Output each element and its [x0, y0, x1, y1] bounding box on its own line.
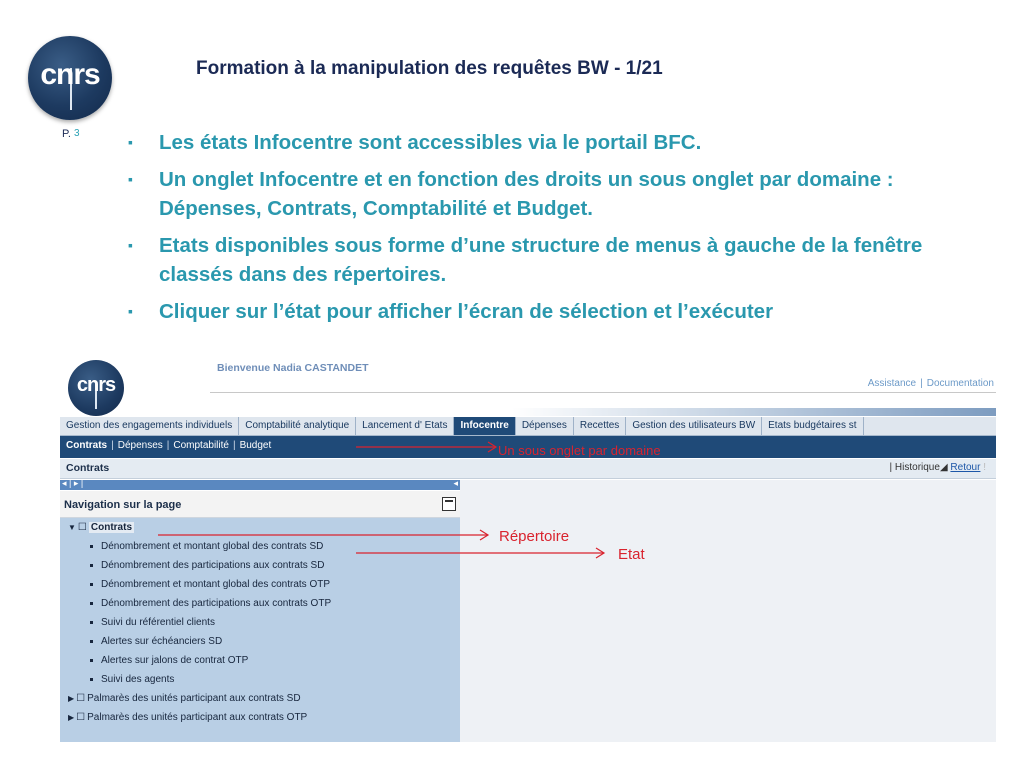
- more-icon[interactable]: !: [983, 462, 986, 473]
- subtab-depenses[interactable]: Dépenses: [117, 440, 163, 451]
- tree-item-label[interactable]: Alertes sur échéanciers SD: [101, 636, 223, 647]
- bullet-item: [128, 297, 968, 326]
- page-number-value: 3: [74, 128, 80, 139]
- folder-label[interactable]: Contrats: [90, 522, 133, 533]
- bullet-text: Cliquer sur l’état pour afficher l’écran de sélection et l’exécuter: [159, 300, 774, 323]
- nav-header: [60, 491, 460, 518]
- breadcrumb: Contrats: [66, 462, 110, 474]
- bullet-item: [128, 231, 968, 289]
- bullet-icon: [90, 640, 93, 643]
- minimize-button[interactable]: [442, 497, 456, 511]
- tab-engagements[interactable]: Gestion des engagements individuels: [60, 417, 239, 435]
- folder-palmares-sd[interactable]: [68, 693, 301, 704]
- cnrs-logo: [28, 36, 112, 120]
- top-links: [868, 378, 994, 389]
- bullet-text: Les états Infocentre sont accessibles via le portail BFC.: [159, 131, 702, 154]
- bullet-marker: ▪: [128, 303, 133, 319]
- tab-depenses[interactable]: Dépenses: [516, 417, 574, 435]
- folder-icon: ☐: [77, 522, 87, 533]
- bullet-icon: [90, 659, 93, 662]
- bullet-marker: ▪: [128, 237, 133, 253]
- breadcrumb-bar: [60, 459, 996, 479]
- bullet-icon: [90, 583, 93, 586]
- subtab-arrow: [356, 441, 506, 453]
- tree-item[interactable]: [90, 674, 174, 685]
- tree-item-label[interactable]: Dénombrement et montant global des contrats SD: [101, 541, 324, 552]
- subtab-separator: |: [111, 440, 114, 451]
- collapsed-arrow-icon[interactable]: ▶: [68, 713, 75, 722]
- subtab-contrats[interactable]: Contrats: [66, 440, 108, 451]
- tree-item[interactable]: [90, 655, 248, 666]
- bullet-item: [128, 165, 968, 223]
- assistance-link[interactable]: Assistance: [867, 378, 917, 389]
- tree-item-label[interactable]: Dénombrement et montant global des contrats OTP: [101, 579, 331, 590]
- link-separator: |: [920, 378, 923, 389]
- documentation-link[interactable]: Documentation: [926, 378, 994, 389]
- subtab-separator: |: [232, 440, 236, 451]
- history-links: [890, 462, 986, 473]
- slide-title: Formation à la manipulation des requêtes BW - 1/21: [196, 58, 663, 79]
- bullet-icon: [90, 602, 93, 605]
- bullet-text: Un onglet Infocentre et en fonction des droits un sous onglet par domaine : Dépenses, Contrats, Comptabilité et Budget.: [159, 168, 894, 220]
- welcome-text: Bienvenue Nadia CASTANDET: [217, 362, 369, 374]
- bullet-icon: [90, 621, 93, 624]
- tree-item-label[interactable]: Dénombrement des participations aux contrats SD: [101, 560, 325, 571]
- subtab-bar: [60, 436, 996, 458]
- logo-text: cnrs: [40, 58, 100, 91]
- tree-item-label[interactable]: Suivi du référentiel clients: [101, 617, 215, 628]
- tab-etats-budgetaires[interactable]: Etats budgétaires st: [762, 417, 863, 435]
- folder-annotation: Répertoire: [499, 528, 570, 545]
- subtab-separator: |: [166, 440, 170, 451]
- tab-gestion-utilisateurs[interactable]: Gestion des utilisateurs BW: [626, 417, 762, 435]
- content-area: [460, 480, 996, 742]
- tab-recettes[interactable]: Recettes: [574, 417, 626, 435]
- nav-strip: [60, 480, 460, 490]
- page-number: [62, 128, 80, 140]
- dropdown-arrow-icon[interactable]: ◢: [939, 462, 948, 473]
- history-dropdown[interactable]: Historique: [894, 462, 940, 473]
- collapse-nav-icon[interactable]: ◂: [453, 478, 458, 488]
- history-separator: |: [889, 462, 893, 473]
- folder-arrow: [158, 529, 498, 541]
- bullet-item: [128, 128, 968, 157]
- collapsed-arrow-icon[interactable]: ▶: [68, 694, 75, 703]
- tree-item[interactable]: [90, 636, 222, 647]
- logo-text: cnrs: [76, 374, 116, 396]
- folder-label[interactable]: Palmarès des unités participant aux contrats SD: [87, 693, 301, 704]
- tab-accent-bar: [512, 408, 996, 416]
- tab-comptabilite-analytique[interactable]: Comptabilité analytique: [239, 417, 356, 435]
- tree-item[interactable]: [90, 541, 323, 552]
- bullet-icon: [90, 545, 93, 548]
- portal-logo: [68, 360, 124, 416]
- nav-title: Navigation sur la page: [64, 499, 182, 511]
- bullet-marker: ▪: [128, 134, 133, 150]
- tree-item-label[interactable]: Alertes sur jalons de contrat OTP: [101, 655, 249, 666]
- folder-contrats[interactable]: [68, 522, 134, 533]
- state-arrow: [356, 547, 612, 559]
- folder-icon: ☐: [76, 693, 86, 704]
- folder-label[interactable]: Palmarès des unités participant aux contrats OTP: [87, 712, 308, 723]
- main-tabs: [60, 417, 996, 436]
- expanded-arrow-icon[interactable]: ▼: [68, 523, 76, 532]
- page-prefix: P.: [62, 128, 71, 140]
- bullet-marker: ▪: [128, 171, 133, 187]
- header-divider: [210, 392, 996, 393]
- tree-item-label[interactable]: Suivi des agents: [101, 674, 175, 685]
- tab-infocentre[interactable]: Infocentre: [454, 417, 515, 435]
- bullet-list: [128, 128, 968, 334]
- bullet-icon: [90, 564, 93, 567]
- tree-item[interactable]: [90, 579, 330, 590]
- tree-item[interactable]: [90, 617, 215, 628]
- subtab-budget[interactable]: Budget: [239, 440, 272, 451]
- state-annotation: Etat: [618, 546, 645, 563]
- bullet-text: Etats disponibles sous forme d’une structure de menus à gauche de la fenêtre classés dans des répertoires.: [159, 234, 923, 286]
- tree-item[interactable]: [90, 598, 331, 609]
- bullet-icon: [90, 678, 93, 681]
- tree-item[interactable]: [90, 560, 324, 571]
- portal-screenshot: [60, 356, 996, 742]
- subtabs: [66, 440, 271, 451]
- subtab-annotation: Un sous onglet par domaine: [498, 443, 661, 458]
- back-link[interactable]: Retour: [950, 462, 981, 473]
- subtab-comptabilite[interactable]: Comptabilité: [173, 440, 229, 451]
- folder-palmares-otp[interactable]: [68, 712, 307, 723]
- nav-pager-controls[interactable]: ◂ | ▸ |: [62, 478, 84, 488]
- tab-lancement-etats[interactable]: Lancement d' Etats: [356, 417, 454, 435]
- tree-item-label[interactable]: Dénombrement des participations aux contrats OTP: [101, 598, 332, 609]
- folder-icon: ☐: [76, 712, 86, 723]
